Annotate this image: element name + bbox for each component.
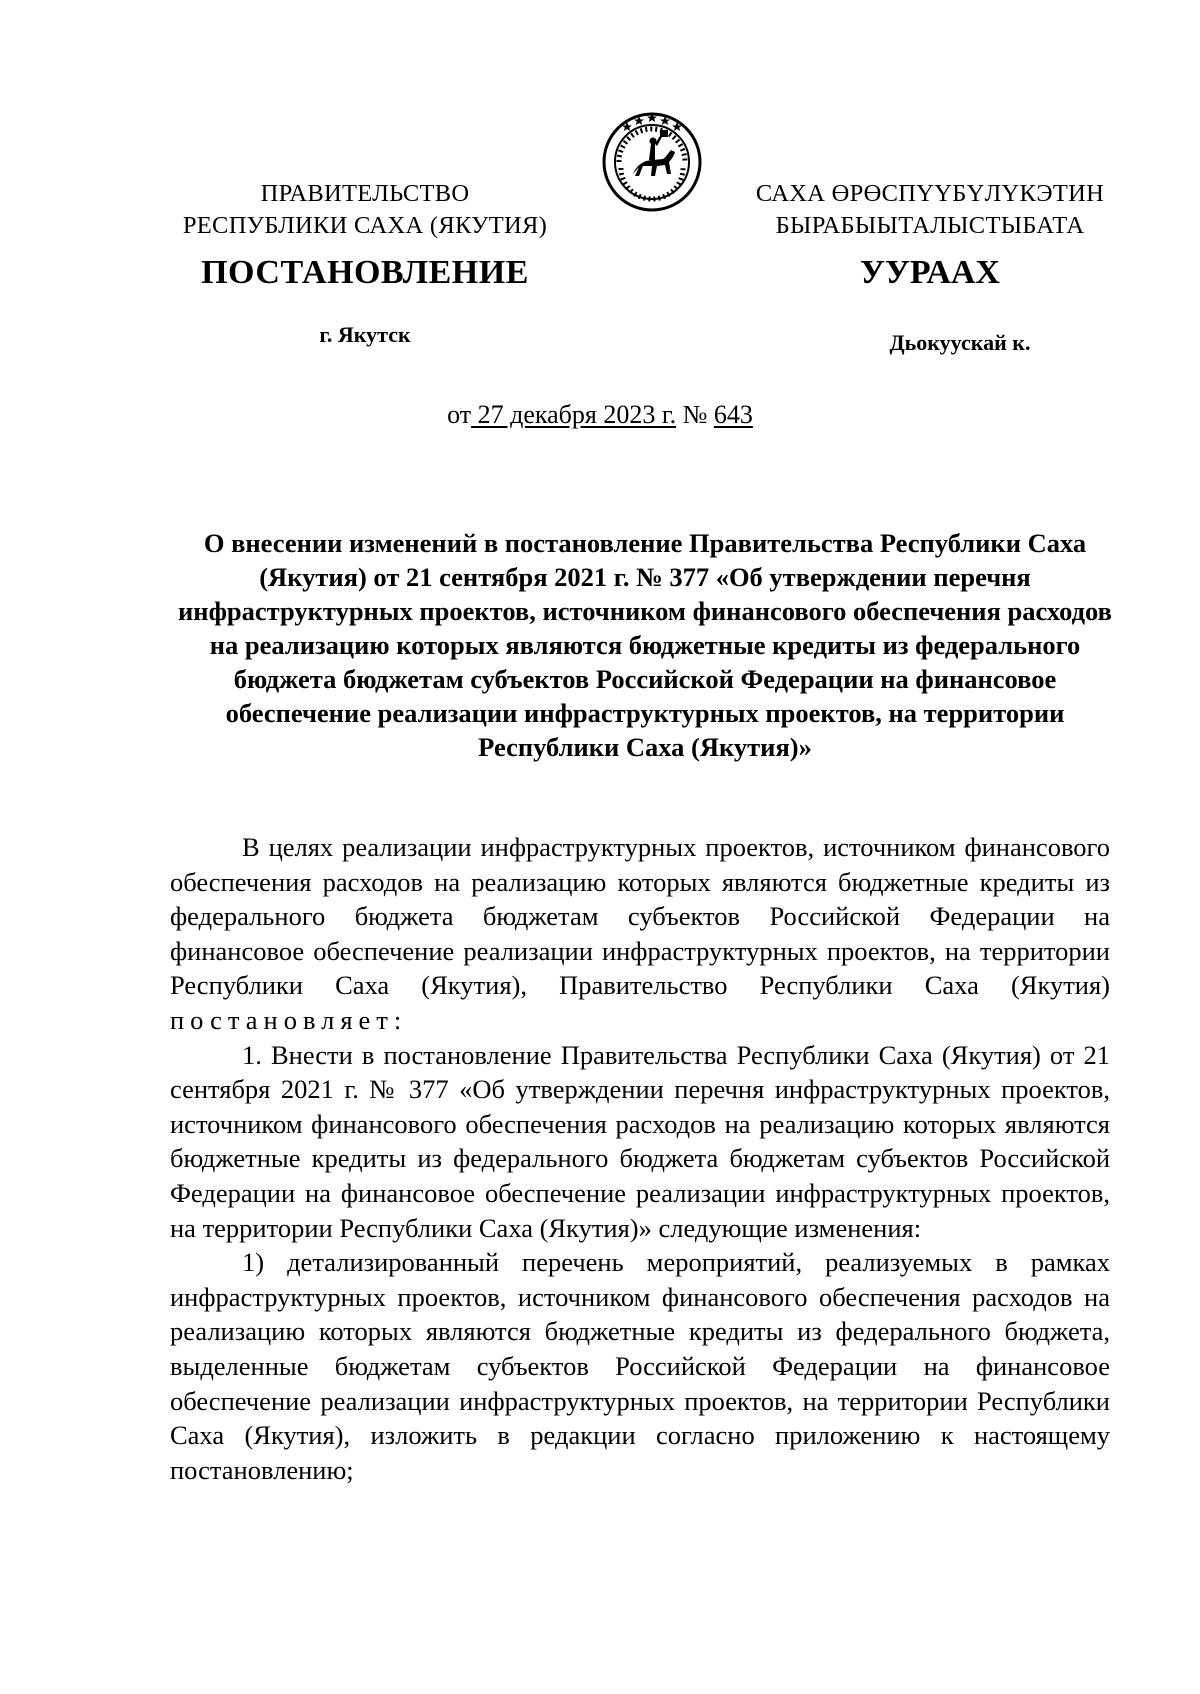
issuer-name-sakha (730, 178, 1130, 242)
issuer-sakha-line-1: САХА ӨРӨСПҮҮБҮЛҮКЭТИН (755, 180, 1105, 207)
paragraph-item-1: 1. Внести в постановление Правительства Республики Саха (Якутия) от 21 сентября 2021 г. № 377 «Об утверждении перечня инфраструктурных проектов, источником финансового обеспечения расходов на реализацию которых являются бюджетные кредиты из федерального бюджета бюджетам субъектов Российской Федерации на финансовое обеспечение реализации инфраструктурных проектов, на территории Республики Саха (Якутия)» следующие изменения: (170, 1039, 1110, 1243)
document-type-russian: ПОСТАНОВЛЕНИЕ (201, 254, 529, 291)
document-date: 27 декабря 2023 г. (471, 400, 677, 429)
city-sakha: Дьокуускай к. (889, 330, 1031, 355)
document-date-line (0, 400, 1200, 430)
preamble-paragraph (170, 830, 1110, 1038)
city-russian: г. Якутск (319, 322, 411, 347)
document-title: О внесении изменений в постановление Правительства Республики Саха (Якутия) от 21 сентября 2021 г. № 377 «Об утверждении перечня инфраструктурных проектов, источником финансового обеспечения расходов на реализацию которых являются бюджетные кредиты из федерального бюджета бюджетам субъектов Российской Федерации на финансовое обеспечение реализации инфраструктурных проектов, на территории Республики Саха (Якутия)» (178, 528, 1112, 762)
document-type-sakha: УУРААХ (860, 254, 1000, 291)
paragraph-subitem-1: 1) детализированный перечень мероприятий, реализуемых в рамках инфраструктурных проектов, источником финансового обеспечения расходов на реализацию которых являются бюджетные кредиты из федерального бюджета, выделенные бюджетам субъектов Российской Федерации на финансовое обеспечение реализации инфраструктурных проектов, на территории Республики Саха (Якутия), изложить в редакции согласно приложению к настоящему постановлению; (170, 1247, 1110, 1485)
document-body (170, 830, 1110, 1487)
number-sign: № (676, 400, 714, 429)
document-number: 643 (713, 400, 753, 429)
republic-sakha-coat-of-arms-icon (597, 104, 707, 214)
resolution-verb: постановляет: (170, 1004, 408, 1035)
issuer-line-2: РЕСПУБЛИКИ САХА (ЯКУТИЯ) (182, 212, 548, 239)
issuer-sakha-line-2: БЫРАБЫЫТАЛЫСТЫБАТА (775, 212, 1085, 239)
issuer-line-1: ПРАВИТЕЛЬСТВО (260, 180, 470, 207)
emblem-svg (597, 104, 707, 214)
preamble-text: В целях реализации инфраструктурных проектов, источником финансового обеспечения расходов на реализацию которых являются бюджетные кредиты из федерального бюджета бюджетам субъектов Российской Федерации на финансовое обеспечение реализации инфраструктурных проектов, на территории Республики Саха (Якутия), Правительство Республики Саха (Якутия) (170, 832, 1110, 1001)
date-prefix: от (447, 400, 472, 429)
issuer-name-russian (120, 178, 610, 242)
